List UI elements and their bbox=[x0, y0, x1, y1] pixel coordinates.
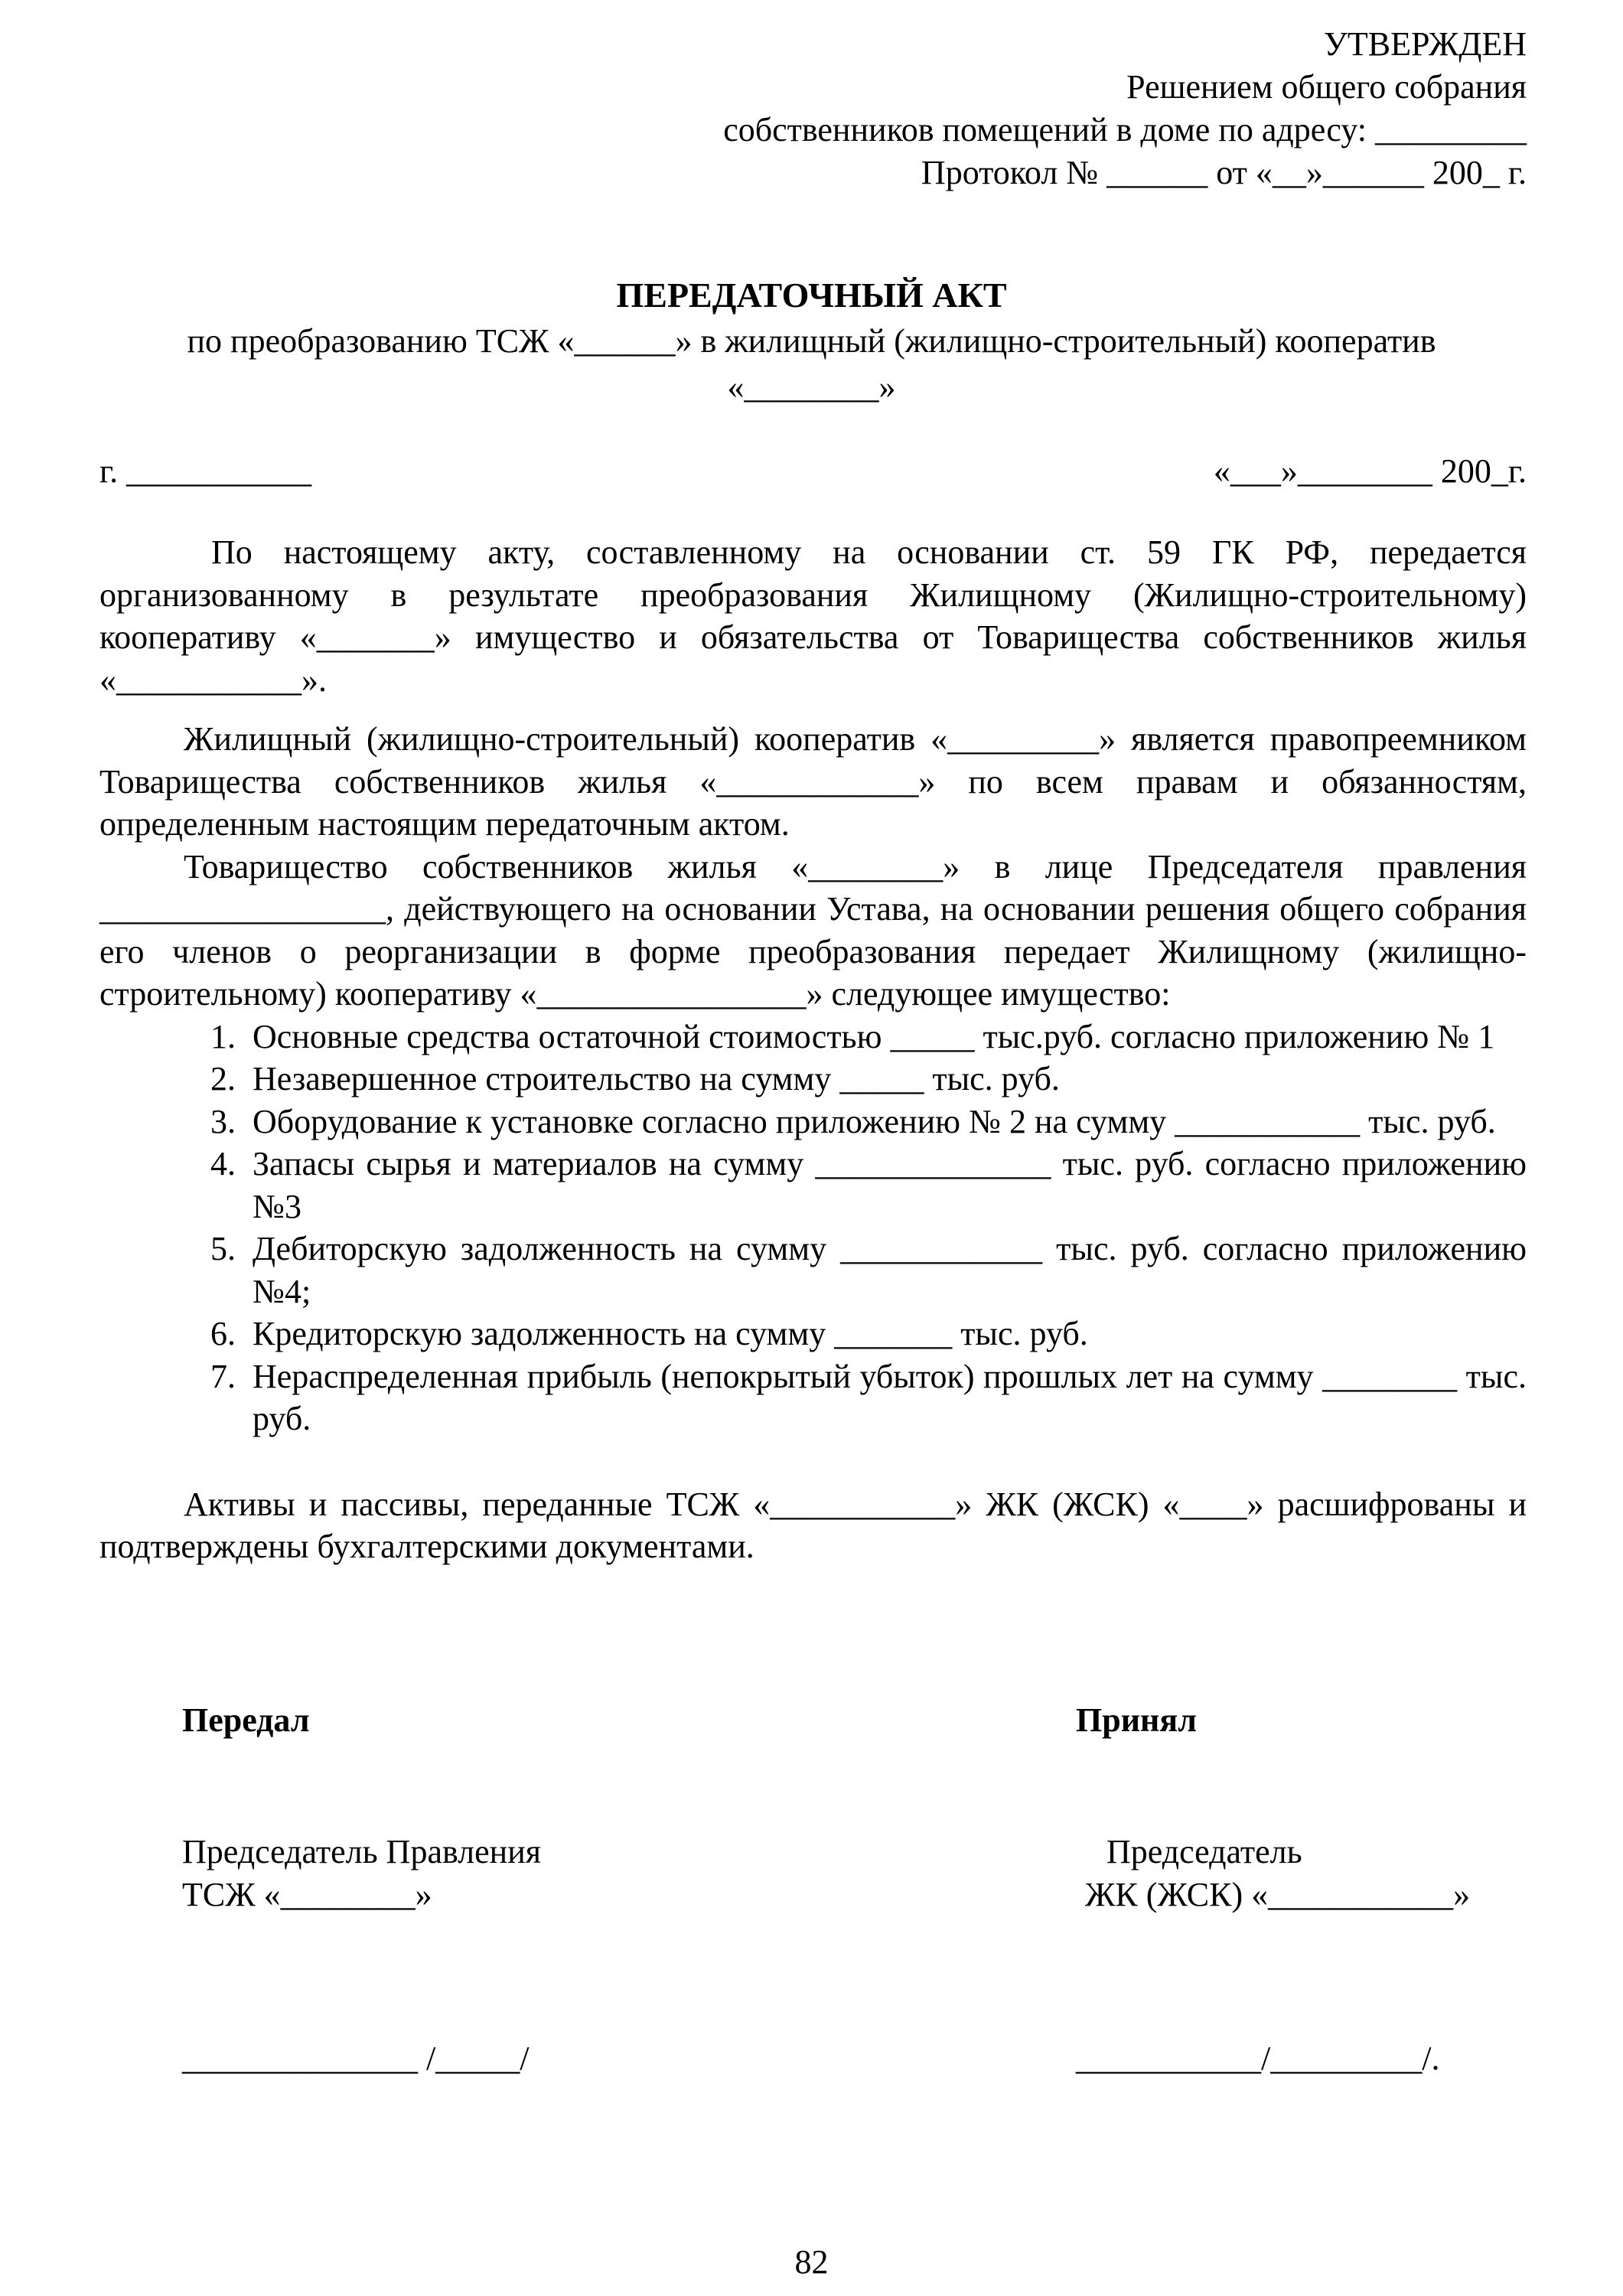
item-number: 5. bbox=[210, 1230, 236, 1267]
right-org: ЖК (ЖСК) «___________» bbox=[1085, 1876, 1471, 1913]
paragraph-successor: Жилищный (жилищно-строительный) кооператив «_________» является правопреемником Товарищества собственников жилья «____________» по всем правам и обязанностям, определенным настоящим передаточным актом. bbox=[99, 720, 1527, 843]
act-body bbox=[99, 531, 1527, 1568]
place-date-row bbox=[99, 450, 1527, 493]
list-item bbox=[99, 1101, 1527, 1143]
approval-stamp bbox=[723, 23, 1527, 194]
approval-line-1: УТВЕРЖДЕН bbox=[1323, 25, 1527, 63]
title-block bbox=[0, 272, 1623, 410]
approval-line-2: Решением общего собрания bbox=[1126, 68, 1527, 106]
item-number: 3. bbox=[210, 1102, 236, 1140]
item-number: 7. bbox=[210, 1357, 236, 1395]
left-org: ТСЖ «________» bbox=[182, 1876, 432, 1913]
left-role: Председатель Правления bbox=[182, 1833, 542, 1870]
item-number: 2. bbox=[210, 1060, 236, 1097]
item-text: Кредиторскую задолженность на сумму _______ тыс. руб. bbox=[253, 1315, 1088, 1352]
right-role: Председатель bbox=[1106, 1833, 1302, 1870]
left-signature-line: ______________ /_____/ bbox=[182, 2040, 530, 2077]
list-item bbox=[99, 1058, 1527, 1101]
document-title: ПЕРЕДАТОЧНЫЙ АКТ bbox=[616, 276, 1007, 315]
left-signatory bbox=[182, 1831, 541, 1916]
right-signature-line: ___________/_________/. bbox=[1076, 2040, 1440, 2077]
item-number: 6. bbox=[210, 1315, 236, 1352]
list-item bbox=[99, 1228, 1527, 1313]
item-text: Запасы сырья и материалов на сумму ______________ тыс. руб. согласно приложению №3 bbox=[253, 1145, 1527, 1225]
property-list bbox=[99, 1016, 1527, 1440]
document-subtitle-line2: «________» bbox=[727, 368, 896, 406]
right-signatory bbox=[1085, 1831, 1470, 1916]
list-item bbox=[99, 1016, 1527, 1058]
approval-line-4: Протокол № ______ от «__»______ 200_ г. bbox=[921, 154, 1527, 191]
paragraph-basis: По настоящему акту, составленному на основании ст. 59 ГК РФ, передается организованному в результате преобразования Жилищному (Жилищно-строительному) кооперативу «_______» имущество и обязательства от Товарищества собственников жилья «___________». bbox=[99, 533, 1527, 699]
date-field: «___»________ 200_г. bbox=[1213, 452, 1527, 490]
place-field: г. ___________ bbox=[99, 452, 312, 490]
list-item bbox=[99, 1143, 1527, 1228]
item-text: Дебиторскую задолженность на сумму ____________ тыс. руб. согласно приложению №4; bbox=[253, 1230, 1527, 1310]
paragraph-transfer: Товарищество собственников жилья «________» в лице Председателя правления _________________, действующего на основании Устава, на основании решения общего собрания его членов о реорганизации в форме преобразования передает Жилищному (жилищно-строительному) кооперативу «________________» следующее имущество: bbox=[99, 847, 1527, 1013]
paragraph-assets: Активы и пассивы, переданные ТСЖ «___________» ЖК (ЖСК) «____» расшифрованы и подтверждены бухгалтерскими документами. bbox=[99, 1485, 1527, 1565]
item-text: Оборудование к установке согласно приложению № 2 на сумму ___________ тыс. руб. bbox=[253, 1102, 1496, 1140]
item-text: Основные средства остаточной стоимостью _____ тыс.руб. согласно приложению № 1 bbox=[253, 1017, 1495, 1055]
list-item bbox=[99, 1313, 1527, 1355]
item-number: 1. bbox=[210, 1017, 236, 1055]
approval-line-3: собственников помещений в доме по адресу: _________ bbox=[723, 111, 1527, 148]
item-number: 4. bbox=[210, 1145, 236, 1182]
item-text: Незавершенное строительство на сумму _____ тыс. руб. bbox=[253, 1060, 1060, 1097]
transferred-heading: Передал bbox=[182, 1701, 310, 1739]
received-heading: Принял bbox=[1076, 1701, 1197, 1739]
document-subtitle: по преобразованию ТСЖ «______» в жилищный (жилищно-строительный) кооператив bbox=[187, 322, 1436, 360]
item-text: Нераспределенная прибыль (непокрытый убыток) прошлых лет на сумму ________ тыс. руб. bbox=[253, 1357, 1527, 1437]
page-number: 82 bbox=[794, 2243, 829, 2281]
list-item bbox=[99, 1355, 1527, 1440]
